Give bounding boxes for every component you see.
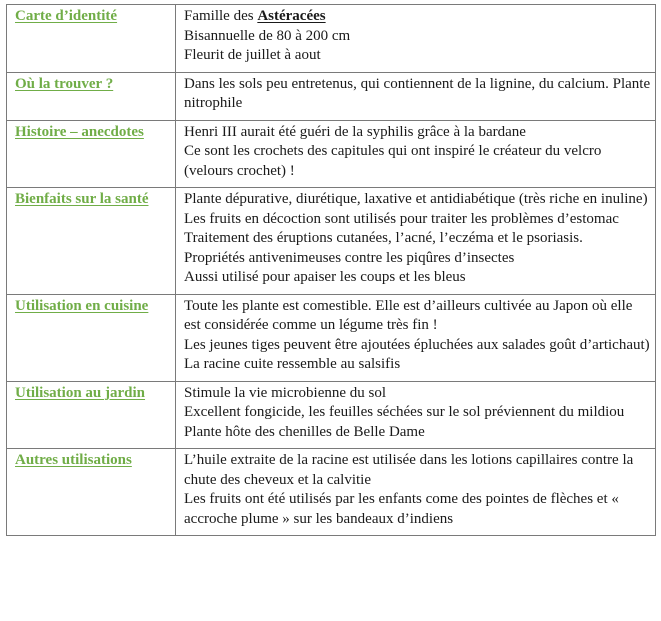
row-content-cell [176,294,656,381]
row-heading: Histoire – anecdotes [15,123,144,140]
content-line: Bisannuelle de 80 à 200 cm [184,27,351,44]
row-heading-cell [7,188,176,295]
row-heading: Utilisation en cuisine [15,297,149,314]
content-line: Les jeunes tiges peuvent être ajoutées épluchées aux salades goût d’artichaut) [184,336,650,353]
row-heading-cell [7,5,176,73]
row-heading-cell [7,381,176,449]
row-heading-cell [7,72,176,120]
content-line: Propriétés antivenimeuses contre les piqûres d’insectes [184,249,515,266]
content-line: Excellent fongicide, les feuilles séchées sur le sol préviennent du mildiou [184,404,625,420]
family-prefix: Famille des [184,8,258,24]
content-line: La racine cuite ressemble au salsifis [184,356,401,372]
row-content-cell [176,381,656,449]
row-content-cell [176,449,656,536]
family-line [184,7,651,27]
row-heading: Carte d’identité [15,8,118,24]
row-content-cell [176,188,656,295]
content-line: Traitement des éruptions cutanées, l’acné, l’eczéma et le psoriasis. [184,230,583,246]
content-line: Aussi utilisé pour apaiser les coups et les bleus [184,269,466,285]
content-line: Dans les sols peu entretenus, qui contiennent de la lignine, du calcium. Plante nitrophile [184,75,651,111]
table-row-other-uses [7,449,656,536]
content-line: Henri III aurait été guéri de la syphilis grâce à la bardane [184,123,526,140]
table-row-garden [7,381,656,449]
row-heading: Où la trouver ? [15,75,114,92]
row-content-cell [176,120,656,188]
row-heading-cell [7,449,176,536]
table-row-cooking [7,294,656,381]
row-heading: Utilisation au jardin [15,384,146,401]
family-name: Astéracées [257,8,326,24]
content-line: Les fruits en décoction sont utilisés pour traiter les problèmes d’estomac [184,210,619,227]
content-line: Plante hôte des chenilles de Belle Dame [184,423,425,440]
content-line: L’huile extraite de la racine est utilisée dans les lotions capillaires contre la chute des cheveux et la calvitie [184,452,634,488]
info-table [6,4,656,536]
table-row-health [7,188,656,295]
row-heading: Bienfaits sur la santé [15,191,149,207]
content-line: Les fruits ont été utilisés par les enfants come des pointes de flèches et « accroche plume » sur les bandeaux d’indiens [184,491,619,527]
table-row-location [7,72,656,120]
row-content-cell [176,72,656,120]
row-content-cell [176,5,656,73]
table-row-identity [7,5,656,73]
row-heading: Autres utilisations [15,452,132,468]
row-heading-cell [7,294,176,381]
content-line: Ce sont les crochets des capitules qui ont inspiré le créateur du velcro (velours crochet) ! [184,143,602,179]
content-line: Fleurit de juillet à aout [184,47,321,63]
content-line: Plante dépurative, diurétique, laxative et antidiabétique (très riche en inuline) [184,191,648,207]
content-line: Toute les plante est comestible. Elle est d’ailleurs cultivée au Japon où elle est considérée comme un légume très fin ! [184,297,633,333]
table-row-history [7,120,656,188]
row-heading-cell [7,120,176,188]
content-line: Stimule la vie microbienne du sol [184,384,387,401]
